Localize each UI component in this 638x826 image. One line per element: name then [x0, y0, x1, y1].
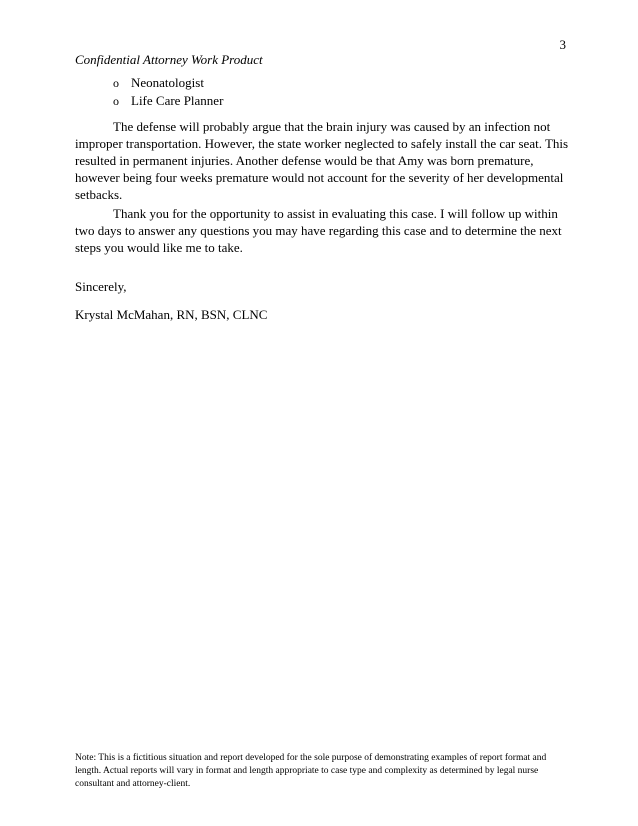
bullet-marker: o [113, 94, 119, 108]
page-number: 3 [559, 37, 566, 52]
closing-salutation: Sincerely, [75, 279, 127, 294]
list-item-label: Life Care Planner [131, 93, 224, 108]
list-item [113, 92, 223, 110]
list-item [113, 74, 223, 92]
defense-paragraph [75, 118, 570, 203]
thank-you-paragraph-text: Thank you for the opportunity to assist in evaluating this case. I will follow up within two days to answer any questions you may have regarding this case and to determine the next steps you would like me to take. [75, 206, 562, 255]
list-item-label: Neonatologist [131, 75, 204, 90]
experts-list [113, 74, 223, 110]
thank-you-paragraph [75, 205, 570, 256]
disclaimer-footnote: Note: This is a fictitious situation and report developed for the sole purpose of demonstrating examples of report format and length. Actual reports will vary in format and length appropriate to case type and complexity as determined by legal nurse consultant and attorney-client. [75, 753, 547, 789]
defense-paragraph-text: The defense will probably argue that the brain injury was caused by an infection not improper transportation. However, the state worker neglected to safely install the car seat. This resulted in permanent injuries. Another defense would be that Amy was born premature, however being four weeks premature would not account for the severity of her developmental setbacks. [75, 119, 569, 202]
signature-line: Krystal McMahan, RN, BSN, CLNC [75, 307, 268, 322]
document-header: Confidential Attorney Work Product [75, 52, 263, 67]
bullet-marker: o [113, 76, 119, 90]
